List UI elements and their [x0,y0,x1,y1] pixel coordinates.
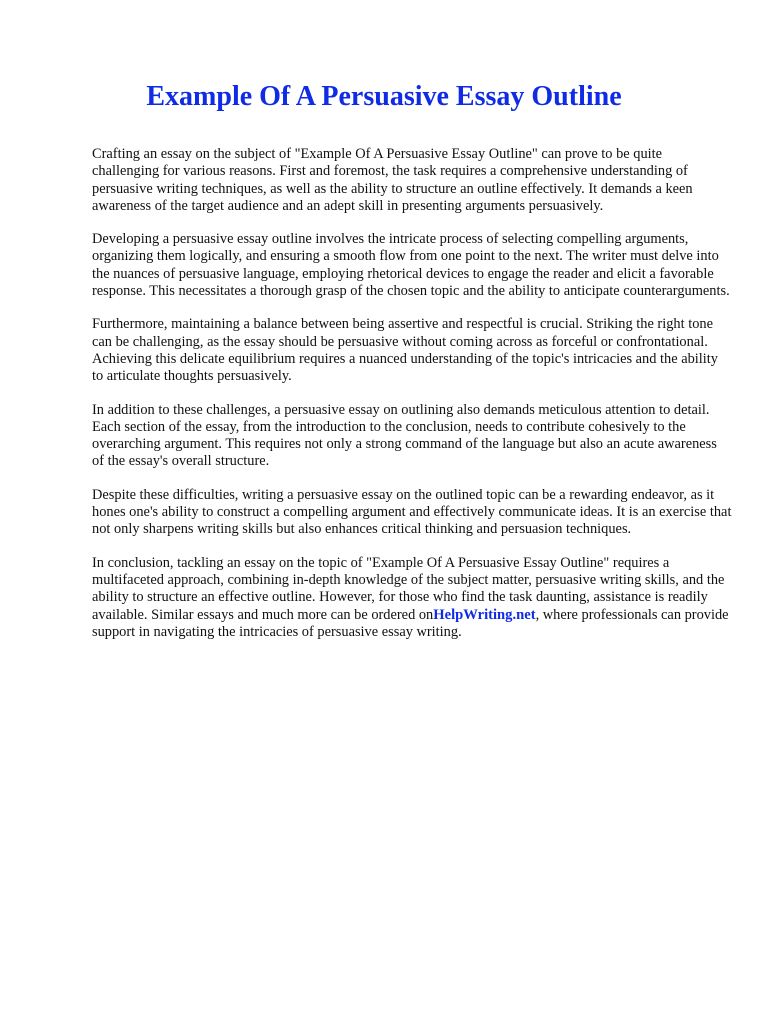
paragraph-1: Crafting an essay on the subject of "Example Of A Persuasive Essay Outline" can prove to be quite challenging for various reasons. First and foremost, the task requires a comprehensive understanding of persuasive writing techniques, as well as the ability to structure an outline effectively. It demands a keen awareness of the target audience and an adept skill in presenting arguments persuasively. [92,146,693,214]
helpwriting-link[interactable]: HelpWriting.net [433,606,536,623]
paragraph-6-conclusion [92,555,732,641]
paragraph-4: In addition to these challenges, a persuasive essay on outlining also demands meticulous attention to detail. Each section of the essay, from the introduction to the conclusion, needs to contribute cohesively to the overarching argument. This requires not only a strong command of the language but also an acute awareness of the essay's overall structure. [92,401,717,470]
conclusion-text-before-link: In conclusion, tackling an essay on the topic of "Example Of A Persuasive Essay Outline" requires a multifaceted approach, combining in-depth knowledge of the subject matter, persuasive writing skills, and the ability to structure an effective outline. However, for those who find the task daunting, assistance is readily available. Similar essays and much more can be ordered on [92,554,725,623]
paragraph-5: Despite these difficulties, writing a persuasive essay on the outlined topic can be a rewarding endeavor, as it hones one's ability to construct a compelling argument and effectively communicate ideas. It is an exercise that not only sharpens writing skills but also enhances critical thinking and persuasion techniques. [92,486,732,538]
paragraph-2: Developing a persuasive essay outline involves the intricate process of selecting compelling arguments, organizing them logically, and ensuring a smooth flow from one point to the next. The writer must delve into the nuances of persuasive language, employing rhetorical devices to engage the reader and elicit a favorable response. This necessitates a thorough grasp of the chosen topic and the ability to anticipate counterarguments. [92,231,730,300]
page-title: Example Of A Persuasive Essay Outline [146,81,622,112]
paragraph-3: Furthermore, maintaining a balance between being assertive and respectful is crucial. Striking the right tone can be challenging, as the essay should be persuasive without coming across as forceful or confrontational. Achieving this delicate equilibrium requires a nuanced understanding of the topic's intricacies and the ability to articulate thoughts persuasively. [92,316,718,385]
essay-body [92,146,732,641]
conclusion-text-after-link: , where professionals can provide support in navigating the intricacies of persuasive essay writing. [92,606,729,640]
